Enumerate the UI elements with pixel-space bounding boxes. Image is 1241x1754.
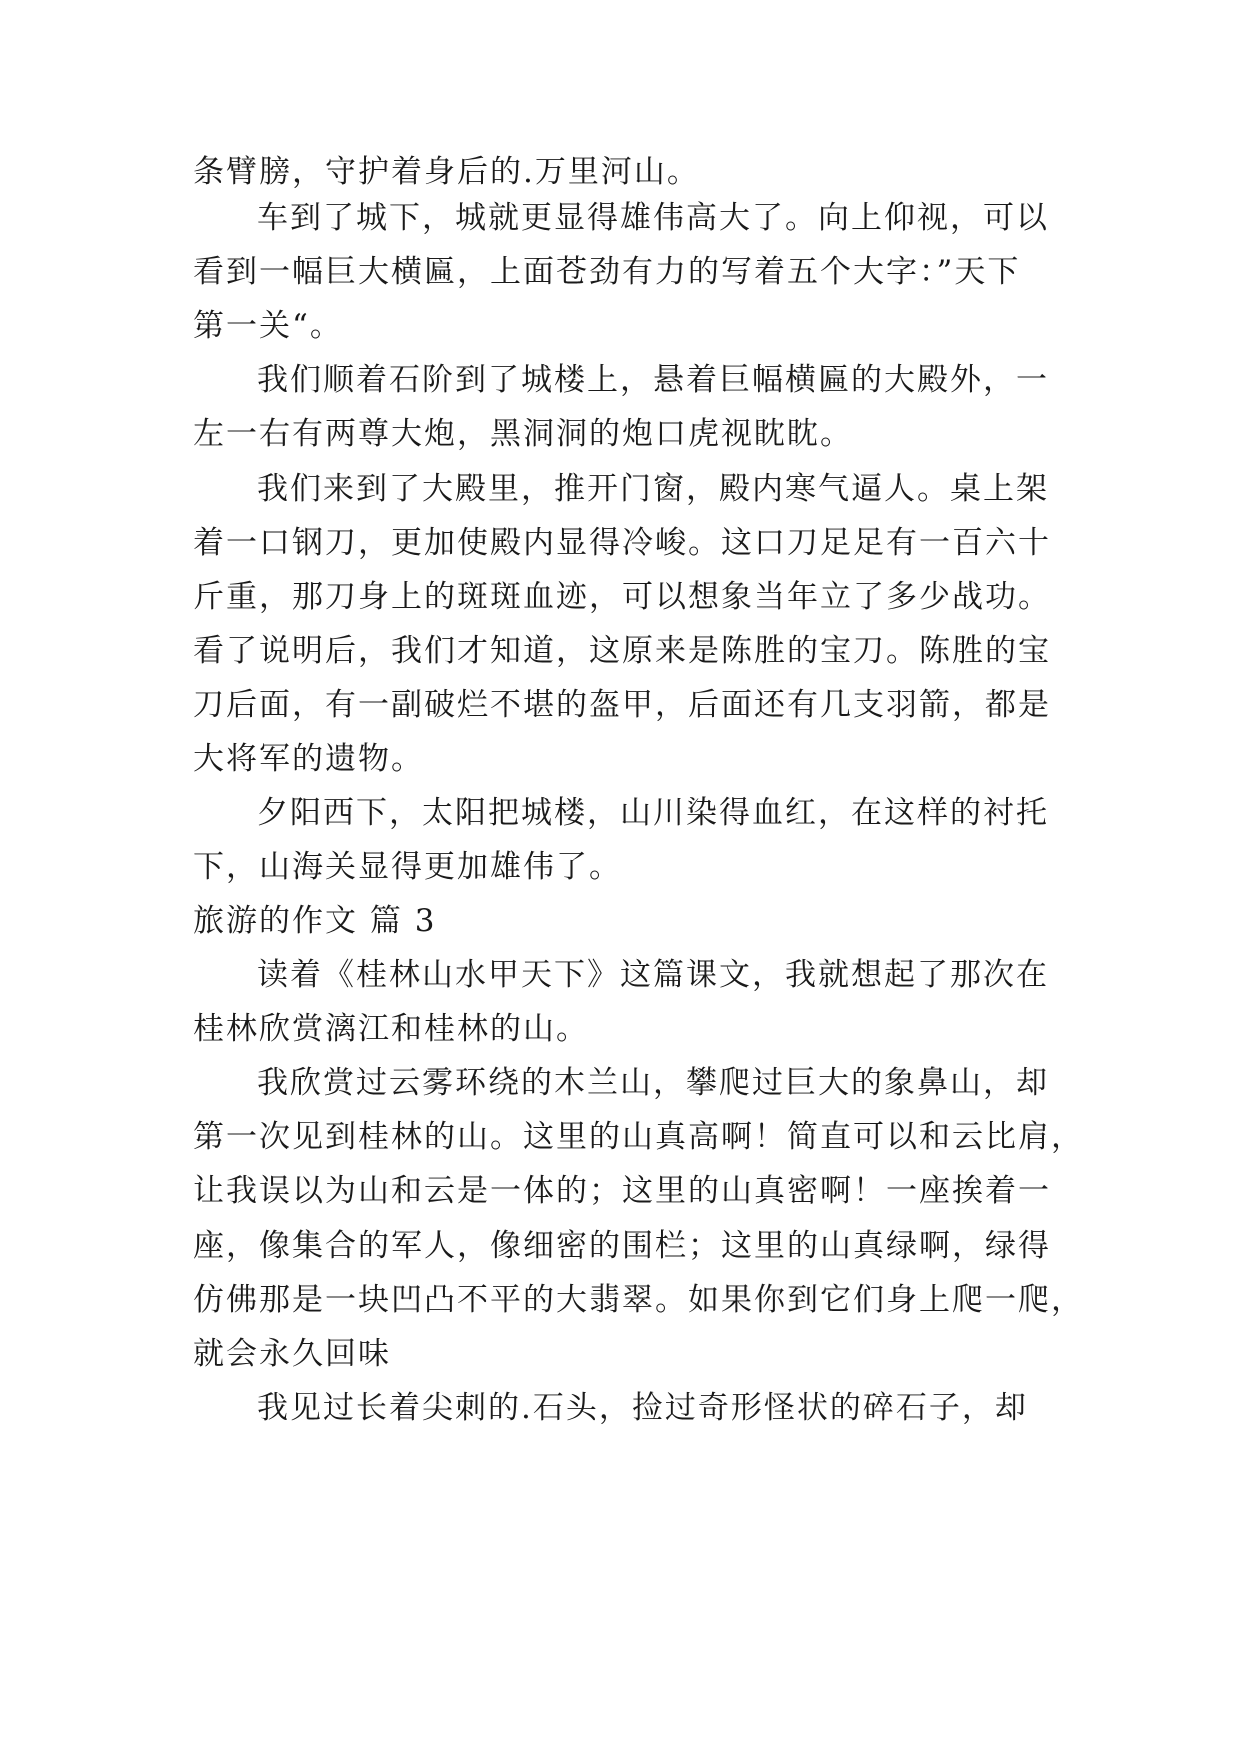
text-line: 下，山海关显得更加雄伟了。 — [193, 849, 622, 885]
paragraph-start-line: 车到了城下，城就更显得雄伟高大了。向上仰视，可以 — [257, 200, 1049, 236]
section-heading: 旅游的作文 篇 3 — [193, 903, 437, 939]
paragraph-start-line: 夕阳西下，太阳把城楼，山川染得血红，在这样的衬托 — [257, 795, 1049, 831]
text-line: 斤重，那刀身上的斑斑血迹，可以想象当年立了多少战功。 — [193, 579, 1051, 615]
text-line: 着一口钢刀，更加使殿内显得冷峻。这口刀足足有一百六十 — [193, 525, 1051, 561]
text-line: 条臂膀，守护着身后的.万里河山。 — [193, 154, 700, 190]
paragraph-start-line: 我见过长着尖刺的.石头，捡过奇形怪状的碎石子，却 — [257, 1390, 1028, 1426]
text-line: 让我误以为山和云是一体的；这里的山真密啊！一座挨着一 — [193, 1173, 1051, 1209]
text-line: 第一次见到桂林的山。这里的山真高啊！简直可以和云比肩， — [193, 1119, 1084, 1155]
paragraph-start-line: 我们顺着石阶到了城楼上，悬着巨幅横匾的大殿外，一 — [257, 362, 1049, 398]
text-line: 就会永久回味 — [193, 1336, 391, 1372]
text-line: 大将军的遗物。 — [193, 741, 424, 777]
text-line: 看了说明后，我们才知道，这原来是陈胜的宝刀。陈胜的宝 — [193, 633, 1051, 669]
text-line: 仿佛那是一块凹凸不平的大翡翠。如果你到它们身上爬一爬， — [193, 1282, 1084, 1318]
paragraph-start-line: 读着《桂林山水甲天下》这篇课文，我就想起了那次在 — [257, 957, 1049, 993]
text-line: 刀后面，有一副破烂不堪的盔甲，后面还有几支羽箭，都是 — [193, 687, 1051, 723]
text-line: 看到一幅巨大横匾，上面苍劲有力的写着五个大字：”天下 — [193, 254, 1021, 290]
text-line: 第一关“。 — [193, 308, 343, 344]
paragraph-start-line: 我们来到了大殿里，推开门窗，殿内寒气逼人。桌上架 — [257, 471, 1049, 507]
paragraph-start-line: 我欣赏过云雾环绕的木兰山，攀爬过巨大的象鼻山，却 — [257, 1065, 1049, 1101]
text-line: 桂林欣赏漓江和桂林的山。 — [193, 1011, 589, 1047]
text-line: 左一右有两尊大炮，黑洞洞的炮口虎视眈眈。 — [193, 416, 853, 452]
text-line: 座，像集合的军人，像细密的围栏；这里的山真绿啊，绿得 — [193, 1228, 1051, 1264]
